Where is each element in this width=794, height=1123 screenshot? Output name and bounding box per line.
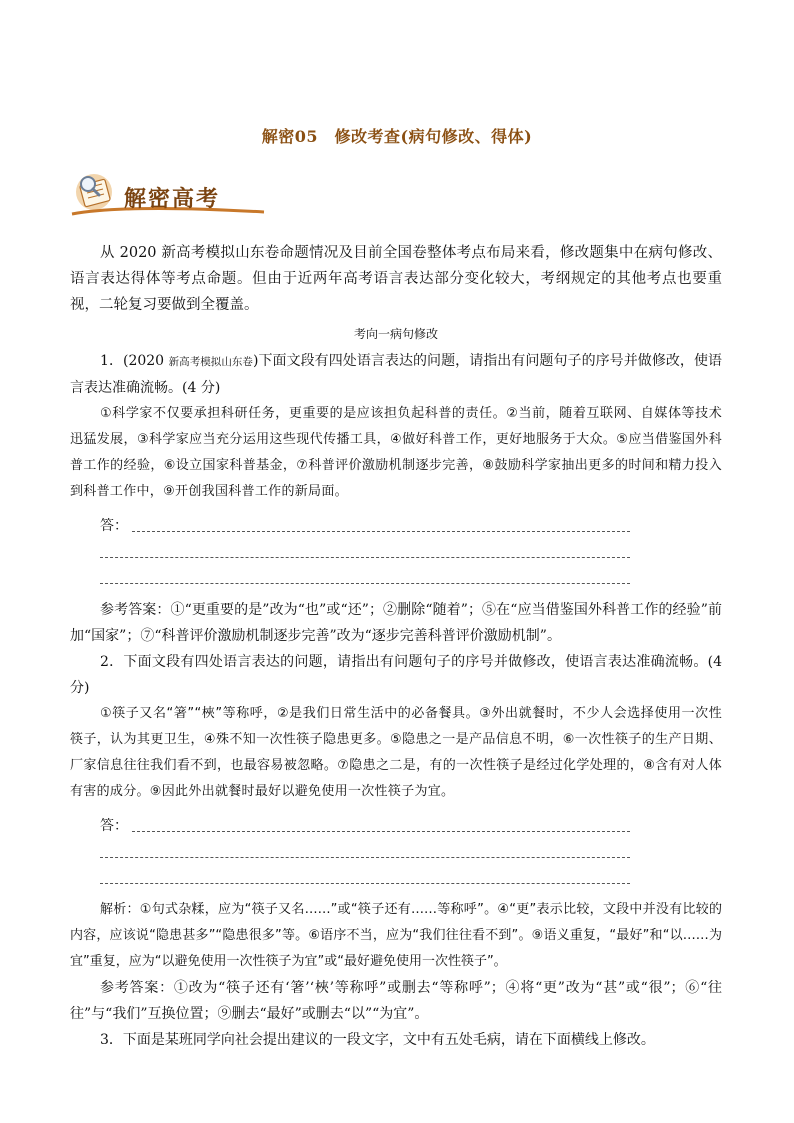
question-2-analysis: 解析：①句式杂糅，应为“筷子又名……”或“筷子还有……等称呼”。④“更”表示比较，文段中并没有比较的内容，应该说“隐患甚多”“隐患很多”等。⑥语序不当，应为“我们往往看不到”。⑨语义重复，“最好”和“以……为宜”重复，应为“以避免使用一次性筷子为宜”或“最好避免使用一次性筷子”。 xyxy=(70,902,722,969)
answer-line[interactable] xyxy=(100,513,630,539)
dashed-line xyxy=(100,582,630,584)
question-1-text: )下面文段有四处语言表达的问题，请指出有问题句子的序号并做修改，使语言表达准确流畅。(4 分) xyxy=(70,353,723,396)
question-1-answer-area[interactable] xyxy=(100,513,630,591)
dashed-line xyxy=(100,556,630,558)
answer-line[interactable] xyxy=(100,565,630,591)
question-1 xyxy=(70,348,722,401)
answer-line[interactable] xyxy=(100,865,630,891)
question-2-passage: ①筷子又名“箸”“梜”等称呼，②是我们日常生活中的必备餐具。③外出就餐时，不少人会选择使用一次性筷子，认为其更卫生，④殊不知一次性筷子隐患更多。⑤隐患之一是产品信息不明，⑥一次性筷子的生产日期、厂家信息往往我们看不到，也最容易被忽略。⑦隐患之二是，有的一次性筷子是经过化学处理的，⑧含有对人体有害的成分。⑨因此外出就餐时最好以避免使用一次性筷子为宜。 xyxy=(70,706,722,799)
question-2-reference-answer: 参考答案：①改为“筷子还有‘箸’‘梜’等称呼”或删去“等称呼”；④将“更”改为“甚”或“很”；⑥“往往”与“我们”互换位置；⑨删去“最好”或删去“以”“为宜”。 xyxy=(70,980,722,1022)
dashed-line xyxy=(132,830,630,832)
dashed-line xyxy=(100,856,630,858)
answer-label: 答： xyxy=(100,518,128,534)
answer-line[interactable] xyxy=(100,539,630,565)
page-title: 解密05 修改考查(病句修改、得体) xyxy=(261,127,533,146)
answer-line[interactable] xyxy=(100,813,630,839)
question-3: 3．下面是某班同学向社会提出建议的一段文字，文中有五处毛病，请在下面横线上修改。 xyxy=(100,1032,655,1048)
magnifier-notepad-icon xyxy=(76,174,112,210)
main-content xyxy=(70,240,722,1053)
answer-line[interactable] xyxy=(100,839,630,865)
dashed-line xyxy=(132,530,630,532)
question-1-number: 1．(2020 xyxy=(100,353,169,369)
answer-label: 答： xyxy=(100,818,128,834)
question-1-reference-answer: 参考答案：①“更重要的是”改为“也”或“还”；②删除“随着”；⑤在“应当借鉴国外科普工作的经验”前加“国家”；⑦“科普评价激励机制逐步完善”改为“逐步完善科普评价激励机制”。 xyxy=(70,602,722,644)
section-label: 考向一病句修改 xyxy=(353,327,438,341)
question-2: 2．下面文段有四处语言表达的问题，请指出有问题句子的序号并做修改，使语言表达准确流畅。(4 分) xyxy=(70,654,722,696)
intro-paragraph: 从 2020 新高考模拟山东卷命题情况及目前全国卷整体考点布局来看，修改题集中在病句修改、语言表达得体等考点命题。但由于近两年高考语言表达部分变化较大，考纲规定的其他考点也要重视，二轮复习要做到全覆盖。 xyxy=(70,245,722,313)
question-2-answer-area[interactable] xyxy=(100,813,630,891)
question-1-source: 新高考模拟山东卷 xyxy=(168,356,253,368)
dashed-line xyxy=(100,882,630,884)
question-1-passage: ①科学家不仅要承担科研任务，更重要的是应该担负起科普的责任。②当前，随着互联网、自媒体等技术迅猛发展，③科学家应当充分运用这些现代传播工具，④做好科普工作，更好地服务于大众。⑤应当借鉴国外科普工作的经验，⑥设立国家科普基金，⑦科普评价激励机制逐步完善，⑧鼓励科学家抽出更多的时间和精力投入到科普工作中，⑨开创我国科普工作的新局面。 xyxy=(70,406,722,499)
banner-title: 解密高考 xyxy=(124,187,221,212)
